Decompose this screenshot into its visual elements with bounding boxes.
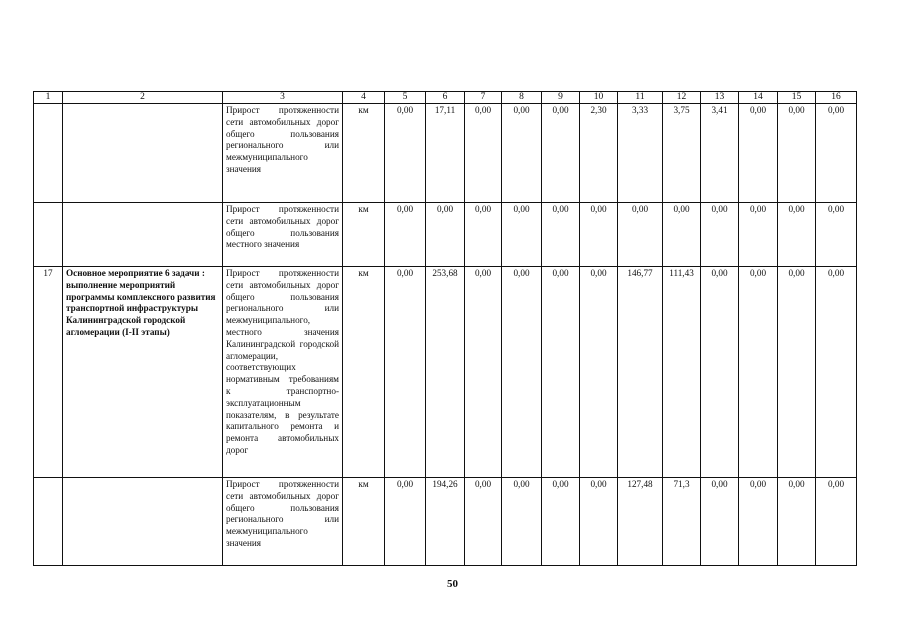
row-number: 17 xyxy=(34,267,63,478)
value-cell: 0,00 xyxy=(542,267,580,478)
indicator-description: Прирост протяженности сети автомобильных дорог общего пользования регионального или межмуниципального значения xyxy=(223,104,343,203)
header-cell: 15 xyxy=(778,92,816,104)
activity-name xyxy=(63,104,223,203)
value-cell: 0,00 xyxy=(502,478,542,566)
table-row xyxy=(34,478,857,566)
value-cell: 0,00 xyxy=(778,478,816,566)
value-cell: 194,26 xyxy=(426,478,465,566)
table-row xyxy=(34,104,857,203)
value-cell: 0,00 xyxy=(663,203,701,267)
value-cell: 0,00 xyxy=(542,104,580,203)
value-cell: 0,00 xyxy=(542,203,580,267)
value-cell: 0,00 xyxy=(816,267,857,478)
header-cell: 9 xyxy=(542,92,580,104)
value-cell: 0,00 xyxy=(701,267,739,478)
activity-title: Основное мероприятие 6 задачи : xyxy=(66,268,205,278)
table-row xyxy=(34,267,857,478)
value-cell: 0,00 xyxy=(739,478,778,566)
header-cell: 1 xyxy=(34,92,63,104)
unit-cell: км xyxy=(343,203,385,267)
row-number xyxy=(34,104,63,203)
header-cell: 12 xyxy=(663,92,701,104)
value-cell: 0,00 xyxy=(385,104,426,203)
value-cell: 17,11 xyxy=(426,104,465,203)
value-cell: 0,00 xyxy=(739,104,778,203)
value-cell: 0,00 xyxy=(701,203,739,267)
value-cell: 0,00 xyxy=(580,203,618,267)
value-cell: 127,48 xyxy=(618,478,663,566)
unit-cell: км xyxy=(343,104,385,203)
indicator-table xyxy=(33,91,857,566)
activity-name xyxy=(63,203,223,267)
header-cell: 7 xyxy=(465,92,502,104)
unit-cell: км xyxy=(343,267,385,478)
value-cell: 0,00 xyxy=(542,478,580,566)
indicator-description: Прирост протяженности сети автомобильных дорог общего пользования местного значения xyxy=(223,203,343,267)
value-cell: 0,00 xyxy=(618,203,663,267)
value-cell: 3,41 xyxy=(701,104,739,203)
page-number: 50 xyxy=(447,578,458,590)
value-cell: 0,00 xyxy=(580,478,618,566)
value-cell: 0,00 xyxy=(502,104,542,203)
value-cell: 0,00 xyxy=(701,478,739,566)
row-number xyxy=(34,478,63,566)
indicator-description: Прирост протяженности сети автомобильных дорог общего пользования регионального или межмуниципального, местного значения Калининградской городской агломерации, соответствующих нормативным требованиям к транспортно-эксплуатационным показателям, в результате капитального ремонта и ремонта автомобильных дорог xyxy=(223,267,343,478)
table-row xyxy=(34,203,857,267)
value-cell: 0,00 xyxy=(816,478,857,566)
value-cell: 0,00 xyxy=(465,104,502,203)
value-cell: 0,00 xyxy=(385,478,426,566)
value-cell: 0,00 xyxy=(465,478,502,566)
value-cell: 0,00 xyxy=(502,203,542,267)
value-cell: 0,00 xyxy=(426,203,465,267)
header-cell: 8 xyxy=(502,92,542,104)
header-cell: 4 xyxy=(343,92,385,104)
header-cell: 2 xyxy=(63,92,223,104)
value-cell: 253,68 xyxy=(426,267,465,478)
value-cell: 0,00 xyxy=(816,104,857,203)
activity-body: выполнение мероприятий программы комплексного развития транспортной инфраструктуры Калининградской городской агломерации (I-II этапы) xyxy=(66,279,216,337)
value-cell: 3,75 xyxy=(663,104,701,203)
value-cell: 0,00 xyxy=(816,203,857,267)
value-cell: 111,43 xyxy=(663,267,701,478)
value-cell: 0,00 xyxy=(580,267,618,478)
indicator-description: Прирост протяженности сети автомобильных дорог общего пользования регионального или межмуниципального значения xyxy=(223,478,343,566)
header-cell: 10 xyxy=(580,92,618,104)
header-cell: 11 xyxy=(618,92,663,104)
header-cell: 14 xyxy=(739,92,778,104)
value-cell: 0,00 xyxy=(778,104,816,203)
value-cell: 146,77 xyxy=(618,267,663,478)
activity-name xyxy=(63,478,223,566)
header-cell: 16 xyxy=(816,92,857,104)
header-cell: 5 xyxy=(385,92,426,104)
value-cell: 3,33 xyxy=(618,104,663,203)
unit-cell: км xyxy=(343,478,385,566)
value-cell: 0,00 xyxy=(739,203,778,267)
row-number xyxy=(34,203,63,267)
value-cell: 0,00 xyxy=(778,203,816,267)
value-cell: 0,00 xyxy=(502,267,542,478)
value-cell: 0,00 xyxy=(385,203,426,267)
value-cell: 0,00 xyxy=(739,267,778,478)
value-cell: 0,00 xyxy=(465,267,502,478)
header-cell: 13 xyxy=(701,92,739,104)
header-cell: 6 xyxy=(426,92,465,104)
header-cell: 3 xyxy=(223,92,343,104)
value-cell: 0,00 xyxy=(778,267,816,478)
header-row xyxy=(34,92,857,104)
value-cell: 2,30 xyxy=(580,104,618,203)
value-cell: 0,00 xyxy=(465,203,502,267)
value-cell: 0,00 xyxy=(385,267,426,478)
activity-name xyxy=(63,267,223,478)
value-cell: 71,3 xyxy=(663,478,701,566)
